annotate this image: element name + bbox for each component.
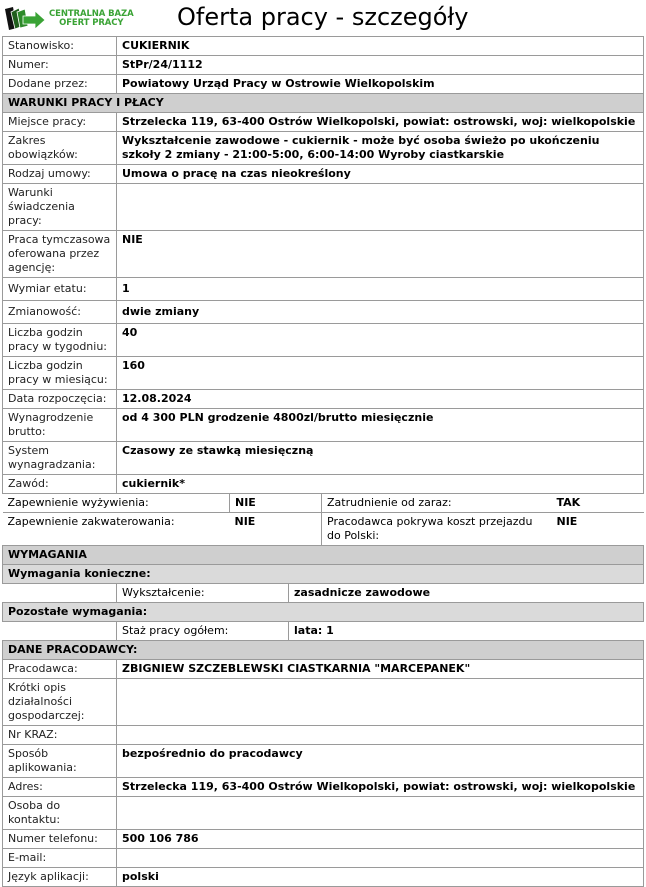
indent-cell: [3, 622, 117, 640]
row-staz: [3, 622, 644, 641]
field-label: Numer telefonu:: [3, 830, 117, 849]
requirement-cell: [3, 622, 644, 641]
row-praca-tymczasowa: [3, 231, 644, 278]
field-value: [117, 184, 644, 231]
field-value: CUKIERNIK: [117, 37, 644, 56]
field-label: Dodane przez:: [3, 75, 117, 94]
field-label: Zakres obowiązków:: [3, 132, 117, 165]
row-jezyk-aplikacji: [3, 868, 644, 887]
section-header-employer: [3, 641, 644, 660]
field-value: 500 106 786: [117, 830, 644, 849]
field-value: bezpośrednio do pracodawcy: [117, 745, 644, 778]
page-header: [0, 0, 646, 36]
field-label: Zmianowość:: [3, 301, 117, 324]
row-sposob-aplikowania: [3, 745, 644, 778]
row-godziny-tydzien: [3, 324, 644, 357]
row-adres: [3, 778, 644, 797]
field-label: Rodzaj umowy:: [3, 165, 117, 184]
row-system-wynagradzania: [3, 442, 644, 475]
field-value: [117, 797, 644, 830]
row-wyksztalcenie: [3, 584, 644, 603]
field-label: Miejsce pracy:: [3, 113, 117, 132]
requirement-cell: [3, 584, 644, 603]
section-header-conditions: [3, 94, 644, 113]
field-value: NIE: [230, 494, 322, 513]
field-label: E-mail:: [3, 849, 117, 868]
subsection-required: [3, 565, 644, 584]
row-email: [3, 849, 644, 868]
field-value: Strzelecka 119, 63-400 Ostrów Wielkopolski, powiat: ostrowski, woj: wielkopolskie: [117, 778, 644, 797]
row-benefits-grid: [3, 494, 644, 546]
section-header-requirements: [3, 546, 644, 565]
field-label: Język aplikacji:: [3, 868, 117, 887]
row-opis-dzialalnosci: [3, 679, 644, 726]
requirement-row: [3, 584, 644, 602]
field-label: Nr KRAZ:: [3, 726, 117, 745]
field-label: Pracodawca pokrywa koszt przejazdu do Polski:: [322, 513, 552, 546]
requirement-row: [3, 622, 644, 640]
row-osoba-kontakt: [3, 797, 644, 830]
field-value: NIE: [552, 513, 644, 546]
field-value: Wykształcenie zawodowe - cukiernik - może być osoba świeżo po ukończeniu szkoły 2 zmiany - 21:00-5:00, 6:00-14:00 Wyroby ciastkarskie: [117, 132, 644, 165]
row-pracodawca: [3, 660, 644, 679]
indent-cell: [3, 584, 117, 602]
field-label: Liczba godzin pracy w tygodniu:: [3, 324, 117, 357]
subsection-title: Pozostałe wymagania:: [3, 603, 644, 622]
field-label: System wynagradzania:: [3, 442, 117, 475]
field-label: Numer:: [3, 56, 117, 75]
subsection-title: Wymagania konieczne:: [3, 565, 644, 584]
field-value: dwie zmiany: [117, 301, 644, 324]
logo-text: [49, 10, 134, 28]
benefits-grid: [3, 494, 644, 545]
field-value: polski: [117, 868, 644, 887]
field-label: Zapewnienie zakwaterowania:: [3, 513, 230, 546]
field-value: Strzelecka 119, 63-400 Ostrów Wielkopolski, powiat: ostrowski, woj: wielkopolskie: [117, 113, 644, 132]
requirement-table: [3, 622, 644, 640]
row-data-rozpoczecia: [3, 390, 644, 409]
row-wynagrodzenie: [3, 409, 644, 442]
row-dodane-przez: [3, 75, 644, 94]
field-value: zasadnicze zawodowe: [294, 586, 431, 599]
row-nr-kraz: [3, 726, 644, 745]
offer-details-table: [2, 36, 644, 887]
row-miejsce-pracy: [3, 113, 644, 132]
page-title: Oferta pracy - szczegóły: [177, 3, 469, 31]
field-value: StPr/24/1112: [117, 56, 644, 75]
field-value: 160: [117, 357, 644, 390]
field-label: Osoba do kontaktu:: [3, 797, 117, 830]
field-label: Zawód:: [3, 475, 117, 494]
row-godziny-miesiac: [3, 357, 644, 390]
field-value: [117, 726, 644, 745]
field-value: ZBIGNIEW SZCZEBLEWSKI CIASTKARNIA "MARCEPANEK": [117, 660, 644, 679]
row-wymiar-etatu: [3, 278, 644, 301]
subsection-other: [3, 603, 644, 622]
section-title: DANE PRACODAWCY:: [3, 641, 644, 660]
field-label: Wymiar etatu:: [3, 278, 117, 301]
row-zawod: [3, 475, 644, 494]
field-value: NIE: [117, 231, 644, 278]
field-label: Wynagrodzenie brutto:: [3, 409, 117, 442]
field-label: Praca tymczasowa oferowana przez agencję:: [3, 231, 117, 278]
section-title: WARUNKI PRACY I PŁACY: [3, 94, 644, 113]
field-label: Stanowisko:: [3, 37, 117, 56]
field-value: lata: 1: [294, 624, 334, 637]
row-telefon: [3, 830, 644, 849]
field-label: Liczba godzin pracy w miesiącu:: [3, 357, 117, 390]
field-label: Sposób aplikowania:: [3, 745, 117, 778]
benefits-row: [3, 494, 644, 513]
field-label: Pracodawca:: [3, 660, 117, 679]
logo-line1: CENTRALNA BAZA: [49, 9, 134, 19]
row-stanowisko: [3, 37, 644, 56]
benefits-grid-cell: [3, 494, 644, 546]
field-value: od 4 300 PLN grodzenie 4800zl/brutto miesięcznie: [117, 409, 644, 442]
row-numer: [3, 56, 644, 75]
benefits-row: [3, 513, 644, 546]
row-rodzaj-umowy: [3, 165, 644, 184]
field-value: 1: [117, 278, 644, 301]
field-value: Umowa o pracę na czas nieokreślony: [117, 165, 644, 184]
logo-icon: [3, 4, 47, 32]
field-value: Czasowy ze stawką miesięczną: [117, 442, 644, 475]
field-label: Zapewnienie wyżywienia:: [3, 494, 230, 513]
row-zmianowosc: [3, 301, 644, 324]
requirement-table: [3, 584, 644, 602]
field-label: Staż pracy ogółem:: [117, 622, 289, 640]
field-value: NIE: [230, 513, 322, 546]
field-value: 40: [117, 324, 644, 357]
field-label: Krótki opis działalności gospodarczej:: [3, 679, 117, 726]
field-value: [117, 679, 644, 726]
row-warunki-swiadczenia: [3, 184, 644, 231]
field-value: cukiernik*: [117, 475, 644, 494]
field-label: Adres:: [3, 778, 117, 797]
field-label: Zatrudnienie od zaraz:: [322, 494, 552, 513]
field-label: Warunki świadczenia pracy:: [3, 184, 117, 231]
field-label: Data rozpoczęcia:: [3, 390, 117, 409]
logo-line2: OFERT PRACY: [59, 18, 124, 28]
field-value: [117, 849, 644, 868]
field-value: TAK: [552, 494, 644, 513]
row-zakres-obowiazkow: [3, 132, 644, 165]
section-title: WYMAGANIA: [3, 546, 644, 565]
cbop-logo: [3, 4, 143, 34]
field-label: Wykształcenie:: [117, 584, 289, 602]
field-value: 12.08.2024: [117, 390, 644, 409]
field-value: Powiatowy Urząd Pracy w Ostrowie Wielkopolskim: [117, 75, 644, 94]
